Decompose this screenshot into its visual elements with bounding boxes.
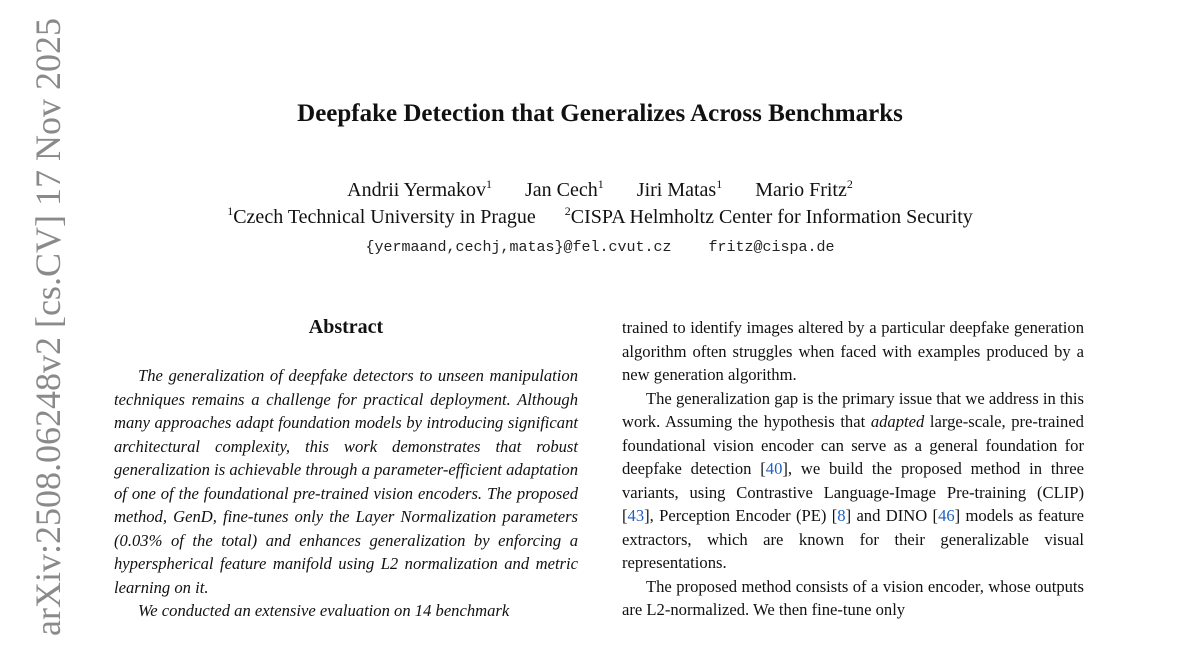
author: Jiri Matas$^1$ [636,177,723,201]
author: Jan Cech$^1$ [525,177,604,201]
author: Mario Fritz$^2$ [755,177,853,201]
paper-title: Deepfake Detection that Generalizes Across Benchmarks [297,100,903,127]
affiliation: $^1$Czech Technical University in Prague [227,204,536,228]
abstract-paragraph: We conducted an extensive evaluation on 14 benchmark [138,601,510,620]
author-list [0,179,1200,202]
abstract-heading: Abstract [308,316,384,338]
email: {yermaand,cechj,matas}@fel.cvut.cz [365,239,672,256]
affiliation-list [0,206,1200,229]
body-paragraph: The proposed method consists of a vision encoder, whose outputs are L2-normalized. We then fine-tune only [622,576,1084,619]
intro-column [622,316,1084,622]
abstract-body [114,364,578,623]
citation-link[interactable]: 8 [837,506,846,525]
affiliation: $^2$CISPA Helmholtz Center for Information Security [564,204,973,228]
body-paragraph: trained to identify images altered by a particular deepfake generation algorithm often struggles when faced with examples produced by a new generation algorithm. [622,318,1084,384]
body-paragraph: The generalization gap is the primary issue that we address in this work. Assuming the hypothesis that adapted large-scale, pre-trained foundational vision encoder can serve as a general foundation for deepfake detection [40], we build the proposed method in three variants, using Contrastive Language-Image Pre-training (CLIP) [43], Perception Encoder (PE) [8] and DINO [46] models as feature extractors, which are known for their generalizable visual representations. [622,388,1084,572]
citation-link[interactable]: 43 [627,506,645,525]
citation-link[interactable]: 40 [765,459,783,478]
email-list [0,239,1200,256]
email: fritz@cispa.de [708,239,835,256]
arxiv-watermark: arXiv:2508.06248v2 [cs.CV] 17 Nov 2025 [28,18,68,636]
author: Andrii Yermakov$^1$ [347,177,493,201]
citation-link[interactable]: 46 [938,506,955,525]
abstract-paragraph: The generalization of deepfake detectors to unseen manipulation techniques remains a challenge for practical deployment. Although many approaches adapt foundation models by introducing significant architectural complexity, this work demonstrates that robust generalization is achievable through a parameter-efficient adaptation of one of the foundational pre-trained vision encoders. The proposed method, GenD, fine-tunes only the Layer Normalization parameters (0.03% of the total) and enhances generalization by enforcing a hyperspherical feature manifold using L2 normalization and metric learning on it. [114,366,578,597]
